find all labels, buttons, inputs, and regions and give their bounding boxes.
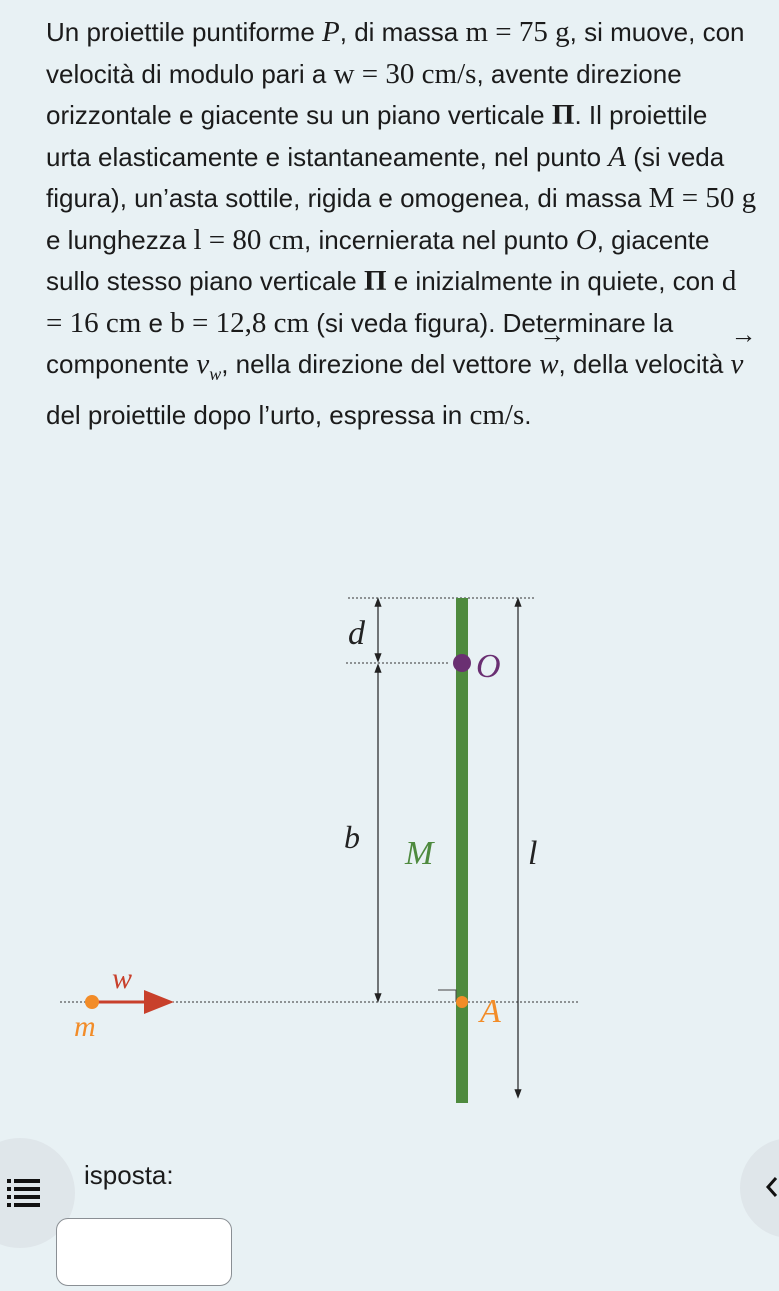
math-unit: cm/s	[469, 399, 525, 432]
pivot-point	[453, 654, 471, 672]
answer-label: isposta:	[84, 1160, 174, 1190]
math-plane: Π	[551, 99, 575, 131]
text-segment: .	[524, 400, 532, 431]
math-subscript: w	[209, 363, 222, 384]
text-segment: e	[141, 307, 171, 338]
text-segment: del proiettile dopo l’urto, espressa in	[46, 400, 470, 431]
math-A: A	[608, 140, 626, 173]
math-v: v	[196, 348, 210, 380]
math-length: l = 80 cm	[193, 223, 305, 256]
label-l: l	[528, 835, 538, 872]
text-segment: , nella direzione del vettore	[221, 349, 540, 379]
projectile	[85, 995, 99, 1009]
text-segment: Un proiettile puntiforme	[46, 17, 323, 47]
text-segment: , giacente sullo stesso piano verticale	[46, 224, 710, 296]
answer-input[interactable]	[56, 1218, 232, 1286]
impact-point	[456, 996, 468, 1008]
label-M: M	[405, 835, 434, 872]
text-segment: , incernierata nel punto	[304, 224, 576, 255]
text-segment: . Il proiettile urta elasticamente e istantaneamente, nel punto	[46, 100, 708, 172]
physics-figure	[0, 588, 779, 1118]
text-segment: , della velocità	[558, 349, 731, 379]
problem-text	[46, 12, 758, 437]
text-segment: , avente direzione orizzontale e giacente su un piano verticale	[46, 58, 682, 130]
label-d: d	[348, 615, 365, 652]
label-w-vector: w⃗	[112, 962, 156, 995]
rod	[456, 598, 468, 1103]
math-vector-w: → w	[539, 344, 558, 386]
math-plane: Π	[363, 265, 387, 297]
label-m: m	[74, 1010, 96, 1043]
math-mass: m = 75 g	[465, 16, 570, 48]
right-angle-marker	[438, 990, 456, 1002]
text-segment: , si muove, con velocità di modulo pari a	[46, 17, 745, 89]
label-O: O	[476, 648, 501, 685]
math-d: d = 16 cm	[46, 265, 737, 339]
chevron-left-icon	[762, 1172, 779, 1202]
math-v-w	[196, 348, 222, 384]
text-segment: e lunghezza	[46, 224, 194, 255]
math-speed: w = 30 cm/s	[333, 57, 477, 90]
math-O: O	[575, 223, 597, 256]
math-vector-v: → v	[731, 344, 744, 386]
text-segment: e inizialmente in quiete, con	[386, 266, 722, 296]
text-segment: (si veda figura), un’asta sottile, rigida e omogenea, di massa	[46, 141, 725, 213]
math-rod-mass: M = 50 g	[648, 182, 757, 214]
text-segment: , di massa	[339, 17, 466, 47]
side-panel-toggle[interactable]	[740, 1138, 779, 1238]
label-A: A	[480, 993, 501, 1030]
math-b: b = 12,8 cm	[170, 306, 310, 339]
list-icon	[5, 1174, 45, 1214]
text-segment: (si veda figura). Determinare la componente	[46, 307, 674, 379]
label-b: b	[344, 819, 360, 855]
math-P: P	[322, 16, 340, 48]
